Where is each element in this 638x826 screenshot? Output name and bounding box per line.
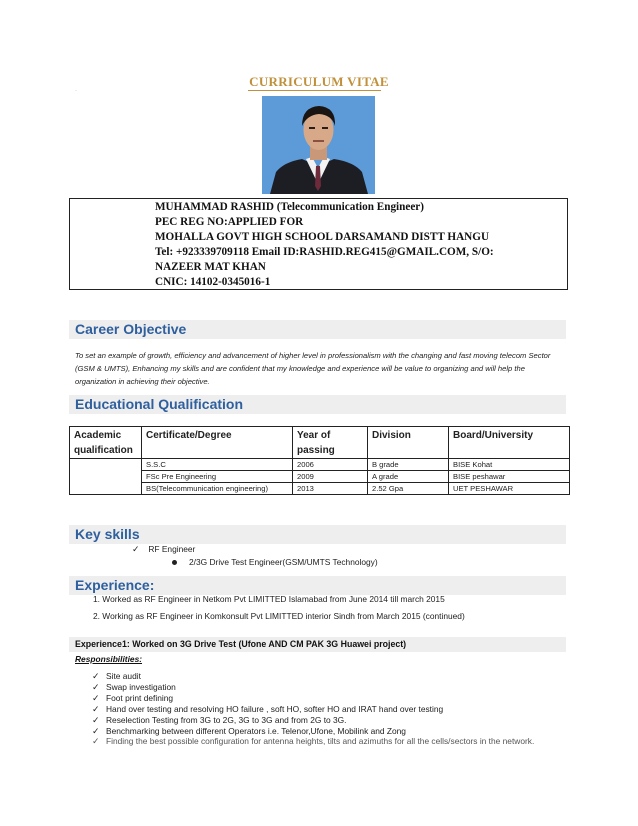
table-header-row [70,427,570,459]
stray-mark: · [75,88,77,94]
skills-section-bar [69,525,566,544]
list-item-text: Site audit [106,671,141,681]
document-title: CURRICULUM VITAE [249,74,389,89]
experience-item: 2. Working as RF Engineer in Komkonsult Pvt LIMITTED interior Sindh from March 2015 (continued) [93,611,465,621]
contact-details [155,200,565,290]
address-line: MOHALLA GOVT HIGH SCHOOL DARSAMAND DISTT HANGU [155,231,490,243]
profile-photo [262,96,375,194]
table-cell: A grade [368,471,449,483]
list-item-text: Reselection Testing from 3G to 2G, 3G to 3G and from 2G to 3G. [106,714,347,725]
list-item-text: Finding the best possible configuration for antenna heights, tilts and azimuths for all the cells/sectors in the network. [106,736,535,747]
list-item-text: Benchmarking between different Operators i.e. Telenor,Ufone, Mobilink and Zong [106,725,406,736]
list-item-text: Swap investigation [106,681,176,692]
skill-label: RF Engineer [148,544,196,554]
responsibilities-label: Responsibilities: [75,654,143,664]
pec-line: PEC REG NO:APPLIED FOR [155,216,304,228]
header-division: Division [368,427,449,459]
list-item [92,726,534,737]
header-certificate: Certificate/Degree [142,427,293,459]
list-item [92,736,534,747]
career-objective-text: To set an example of growth, efficiency and advancement of higher level in professionalism with the changing and fast moving telecom Sector (GSM & UMTS), Enhancing my skills and are confident that my knowledge and experience will be value to organizing and will help the organization in achieving their objective. [75,351,551,386]
list-item [92,704,534,715]
table-cell: 2.52 Gpa [368,483,449,495]
table-cell: FSc Pre Engineering [142,471,293,483]
list-item [92,693,534,704]
check-icon: ✓ [92,681,100,692]
list-item [92,671,534,682]
experience-heading: Experience: [75,577,155,593]
academic-blank-cell [70,459,142,495]
header-board: Board/University [449,427,570,459]
portrait-image [262,96,375,194]
table-cell: 2013 [293,483,368,495]
table-cell: 2006 [293,459,368,471]
education-heading: Educational Qualification [75,396,244,412]
title-underline [248,90,381,91]
header-academic: Academic qualification [70,427,142,459]
skill-sub-item [172,557,378,567]
list-item-text: Foot print defining [106,692,174,703]
table-cell: BS(Telecommunication engineering) [142,483,293,495]
skills-heading: Key skills [75,526,140,542]
check-icon: ✓ [92,714,100,725]
table-cell: UET PESHAWAR [449,483,570,495]
bullet-icon [172,560,177,565]
table-cell: S.S.C [142,459,293,471]
career-heading: Career Objective [75,321,187,337]
name-line: MUHAMMAD RASHID (Telecommunication Engineer) [155,201,424,213]
education-table [69,426,570,495]
check-icon: ✓ [92,736,100,747]
skill-item [132,544,195,555]
table-cell: BISE Kohat [449,459,570,471]
responsibilities-list [92,671,534,747]
table-row [70,483,570,495]
check-icon: ✓ [92,725,100,736]
father-name-line: NAZEER MAT KHAN [155,261,266,273]
check-icon: ✓ [132,544,140,554]
table-row [70,459,570,471]
check-icon: ✓ [92,703,100,714]
list-item [92,682,534,693]
check-icon: ✓ [92,671,100,681]
experience1-title: Experience1: Worked on 3G Drive Test (Ufone AND CM PAK 3G Huawei project) [75,639,407,649]
table-cell: BISE peshawar [449,471,570,483]
table-row [70,471,570,483]
list-item-text: Hand over testing and resolving HO failure , soft HO, softer HO and IRAT hand over testing [106,703,444,714]
table-cell: 2009 [293,471,368,483]
check-icon: ✓ [92,692,100,703]
skill-sub-label: 2/3G Drive Test Engineer(GSM/UMTS Technology) [189,557,378,567]
table-cell: B grade [368,459,449,471]
header-year: Year of passing [293,427,368,459]
contact-line: Tel: +923339709118 Email ID:RASHID.REG415@GMAIL.COM, S/O: [155,246,494,258]
cnic-line: CNIC: 14102-0345016-1 [155,276,271,288]
list-item [92,715,534,726]
experience-item: 1. Worked as RF Engineer in Netkom Pvt LIMITTED Islamabad from June 2014 till march 2015 [93,594,445,604]
